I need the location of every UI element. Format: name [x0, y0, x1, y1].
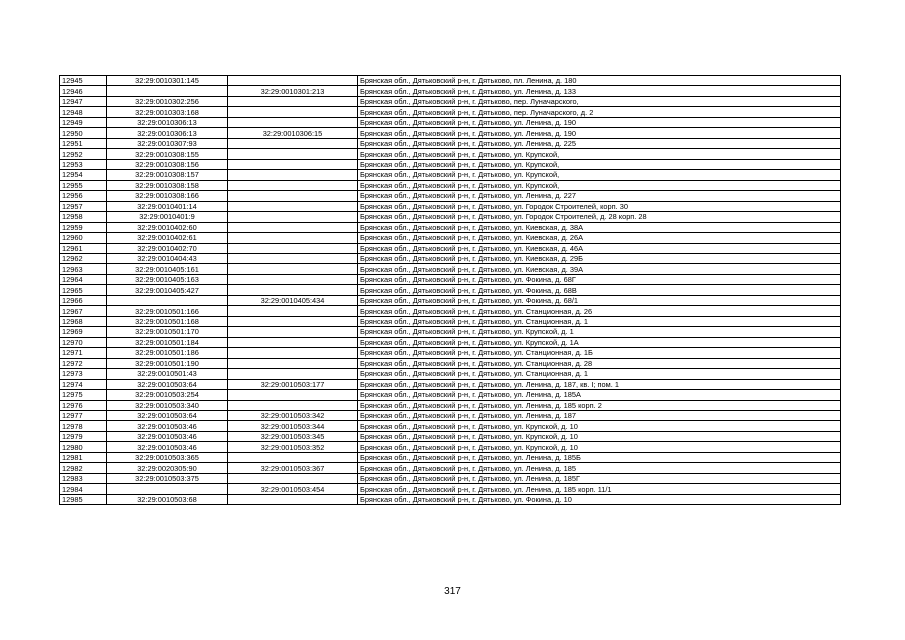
related-cadastral-number-cell — [228, 149, 358, 159]
row-number-cell: 12982 — [60, 463, 107, 473]
table-row — [60, 212, 841, 222]
cadastral-number-cell: 32:29:0010404:43 — [107, 253, 228, 263]
table-row — [60, 233, 841, 243]
table-row — [60, 306, 841, 316]
cadastral-number-cell: 32:29:0010405:427 — [107, 285, 228, 295]
address-cell: Брянская обл., Дятьковский р-н, г. Дятьково, ул. Ленина, д. 225 — [358, 138, 841, 148]
cadastral-number-cell: 32:29:0010503:64 — [107, 411, 228, 421]
cadastral-number-cell: 32:29:0010401:14 — [107, 201, 228, 211]
related-cadastral-number-cell — [228, 107, 358, 117]
cadastral-number-cell: 32:29:0010501:190 — [107, 358, 228, 368]
cadastral-number-cell: 32:29:0010308:157 — [107, 170, 228, 180]
table-row — [60, 379, 841, 389]
related-cadastral-number-cell — [228, 452, 358, 462]
cadastral-number-cell: 32:29:0010308:155 — [107, 149, 228, 159]
related-cadastral-number-cell — [228, 180, 358, 190]
registry-table — [59, 75, 841, 505]
address-cell: Брянская обл., Дятьковский р-н, г. Дятьково, ул. Ленина, д. 227 — [358, 191, 841, 201]
cadastral-number-cell — [107, 86, 228, 96]
row-number-cell: 12976 — [60, 400, 107, 410]
table-row — [60, 180, 841, 190]
cadastral-number-cell: 32:29:0010402:60 — [107, 222, 228, 232]
row-number-cell: 12945 — [60, 76, 107, 86]
address-cell: Брянская обл., Дятьковский р-н, г. Дятьково, ул. Станционная, д. 1 — [358, 369, 841, 379]
related-cadastral-number-cell: 32:29:0010503:345 — [228, 431, 358, 441]
row-number-cell: 12969 — [60, 327, 107, 337]
cadastral-number-cell: 32:29:0010301:145 — [107, 76, 228, 86]
registry-table-body — [60, 76, 841, 505]
row-number-cell: 12951 — [60, 138, 107, 148]
cadastral-number-cell — [107, 484, 228, 494]
address-cell: Брянская обл., Дятьковский р-н, г. Дятьково, ул. Станционная, д. 26 — [358, 306, 841, 316]
table-row — [60, 421, 841, 431]
cadastral-number-cell: 32:29:0010306:13 — [107, 117, 228, 127]
cadastral-number-cell: 32:29:0010401:9 — [107, 212, 228, 222]
row-number-cell: 12975 — [60, 390, 107, 400]
table-row — [60, 149, 841, 159]
row-number-cell: 12984 — [60, 484, 107, 494]
cadastral-number-cell: 32:29:0010503:46 — [107, 442, 228, 452]
table-row — [60, 170, 841, 180]
address-cell: Брянская обл., Дятьковский р-н, г. Дятьково, ул. Крупской, — [358, 149, 841, 159]
related-cadastral-number-cell — [228, 243, 358, 253]
row-number-cell: 12967 — [60, 306, 107, 316]
cadastral-number-cell: 32:29:0010501:166 — [107, 306, 228, 316]
address-cell: Брянская обл., Дятьковский р-н, г. Дятьково, ул. Крупской, д. 10 — [358, 431, 841, 441]
row-number-cell: 12970 — [60, 337, 107, 347]
cadastral-number-cell: 32:29:0010501:184 — [107, 337, 228, 347]
table-row — [60, 96, 841, 106]
row-number-cell: 12958 — [60, 212, 107, 222]
row-number-cell: 12957 — [60, 201, 107, 211]
row-number-cell: 12973 — [60, 369, 107, 379]
related-cadastral-number-cell — [228, 494, 358, 504]
related-cadastral-number-cell — [228, 390, 358, 400]
cadastral-number-cell: 32:29:0010405:161 — [107, 264, 228, 274]
cadastral-number-cell: 32:29:0010306:13 — [107, 128, 228, 138]
cadastral-number-cell: 32:29:0020305:90 — [107, 463, 228, 473]
cadastral-number-cell: 32:29:0010503:340 — [107, 400, 228, 410]
cadastral-number-cell: 32:29:0010402:61 — [107, 233, 228, 243]
related-cadastral-number-cell — [228, 233, 358, 243]
row-number-cell: 12962 — [60, 253, 107, 263]
related-cadastral-number-cell: 32:29:0010503:454 — [228, 484, 358, 494]
related-cadastral-number-cell: 32:29:0010301:213 — [228, 86, 358, 96]
related-cadastral-number-cell — [228, 191, 358, 201]
table-row — [60, 358, 841, 368]
address-cell: Брянская обл., Дятьковский р-н, г. Дятьково, ул. Ленина, д. 187 — [358, 411, 841, 421]
table-row — [60, 243, 841, 253]
table-row — [60, 390, 841, 400]
address-cell: Брянская обл., Дятьковский р-н, г. Дятьково, пер. Луначарского, — [358, 96, 841, 106]
address-cell: Брянская обл., Дятьковский р-н, г. Дятьково, ул. Ленина, д. 185А — [358, 390, 841, 400]
row-number-cell: 12954 — [60, 170, 107, 180]
row-number-cell: 12946 — [60, 86, 107, 96]
table-row — [60, 463, 841, 473]
row-number-cell: 12974 — [60, 379, 107, 389]
row-number-cell: 12983 — [60, 473, 107, 483]
row-number-cell: 12949 — [60, 117, 107, 127]
cadastral-number-cell: 32:29:0010405:163 — [107, 274, 228, 284]
row-number-cell: 12959 — [60, 222, 107, 232]
table-row — [60, 138, 841, 148]
table-row — [60, 400, 841, 410]
table-row — [60, 337, 841, 347]
row-number-cell: 12963 — [60, 264, 107, 274]
related-cadastral-number-cell — [228, 369, 358, 379]
address-cell: Брянская обл., Дятьковский р-н, г. Дятьково, ул. Киевская, д. 38А — [358, 222, 841, 232]
cadastral-number-cell: 32:29:0010503:46 — [107, 431, 228, 441]
related-cadastral-number-cell: 32:29:0010503:367 — [228, 463, 358, 473]
related-cadastral-number-cell — [228, 159, 358, 169]
related-cadastral-number-cell — [228, 348, 358, 358]
row-number-cell: 12972 — [60, 358, 107, 368]
address-cell: Брянская обл., Дятьковский р-н, г. Дятьково, ул. Киевская, д. 46А — [358, 243, 841, 253]
related-cadastral-number-cell — [228, 264, 358, 274]
table-row — [60, 442, 841, 452]
related-cadastral-number-cell — [228, 222, 358, 232]
related-cadastral-number-cell — [228, 316, 358, 326]
row-number-cell: 12948 — [60, 107, 107, 117]
address-cell: Брянская обл., Дятьковский р-н, г. Дятьково, ул. Крупской, — [358, 170, 841, 180]
cadastral-number-cell: 32:29:0010302:256 — [107, 96, 228, 106]
table-row — [60, 473, 841, 483]
table-row — [60, 201, 841, 211]
cadastral-number-cell: 32:29:0010503:375 — [107, 473, 228, 483]
cadastral-number-cell: 32:29:0010503:365 — [107, 452, 228, 462]
cadastral-number-cell: 32:29:0010503:254 — [107, 390, 228, 400]
address-cell: Брянская обл., Дятьковский р-н, г. Дятьково, ул. Ленина, д. 185 корп. 11/1 — [358, 484, 841, 494]
cadastral-number-cell: 32:29:0010503:68 — [107, 494, 228, 504]
related-cadastral-number-cell — [228, 96, 358, 106]
related-cadastral-number-cell — [228, 117, 358, 127]
row-number-cell: 12978 — [60, 421, 107, 431]
cadastral-number-cell: 32:29:0010501:168 — [107, 316, 228, 326]
related-cadastral-number-cell — [228, 76, 358, 86]
related-cadastral-number-cell — [228, 337, 358, 347]
address-cell: Брянская обл., Дятьковский р-н, г. Дятьково, ул. Ленина, д. 185 корп. 2 — [358, 400, 841, 410]
table-row — [60, 264, 841, 274]
related-cadastral-number-cell: 32:29:0010503:344 — [228, 421, 358, 431]
address-cell: Брянская обл., Дятьковский р-н, г. Дятьково, пл. Ленина, д. 180 — [358, 76, 841, 86]
row-number-cell: 12947 — [60, 96, 107, 106]
row-number-cell: 12955 — [60, 180, 107, 190]
related-cadastral-number-cell — [228, 473, 358, 483]
related-cadastral-number-cell: 32:29:0010503:177 — [228, 379, 358, 389]
address-cell: Брянская обл., Дятьковский р-н, г. Дятьково, ул. Станционная, д. 28 — [358, 358, 841, 368]
table-row — [60, 411, 841, 421]
related-cadastral-number-cell: 32:29:0010405:434 — [228, 295, 358, 305]
row-number-cell: 12971 — [60, 348, 107, 358]
address-cell: Брянская обл., Дятьковский р-н, г. Дятьково, ул. Городок Строителей, корп. 30 — [358, 201, 841, 211]
row-number-cell: 12979 — [60, 431, 107, 441]
table-row — [60, 222, 841, 232]
address-cell: Брянская обл., Дятьковский р-н, г. Дятьково, ул. Киевская, д. 29Б — [358, 253, 841, 263]
cadastral-number-cell — [107, 295, 228, 305]
address-cell: Брянская обл., Дятьковский р-н, г. Дятьково, ул. Станционная, д. 1 — [358, 316, 841, 326]
related-cadastral-number-cell — [228, 170, 358, 180]
table-row — [60, 117, 841, 127]
address-cell: Брянская обл., Дятьковский р-н, г. Дятьково, ул. Крупской, д. 10 — [358, 442, 841, 452]
table-row — [60, 159, 841, 169]
row-number-cell: 12953 — [60, 159, 107, 169]
cadastral-number-cell: 32:29:0010308:156 — [107, 159, 228, 169]
related-cadastral-number-cell: 32:29:0010503:342 — [228, 411, 358, 421]
address-cell: Брянская обл., Дятьковский р-н, г. Дятьково, ул. Фокина, д. 10 — [358, 494, 841, 504]
row-number-cell: 12964 — [60, 274, 107, 284]
document-page — [59, 75, 841, 505]
table-row — [60, 316, 841, 326]
address-cell: Брянская обл., Дятьковский р-н, г. Дятьково, ул. Ленина, д. 190 — [358, 128, 841, 138]
row-number-cell: 12985 — [60, 494, 107, 504]
cadastral-number-cell: 32:29:0010402:70 — [107, 243, 228, 253]
address-cell: Брянская обл., Дятьковский р-н, г. Дятьково, ул. Ленина, д. 190 — [358, 117, 841, 127]
address-cell: Брянская обл., Дятьковский р-н, г. Дятьково, ул. Фокина, д. 68/1 — [358, 295, 841, 305]
page-number: 317 — [444, 586, 461, 597]
address-cell: Брянская обл., Дятьковский р-н, г. Дятьково, ул. Киевская, д. 26А — [358, 233, 841, 243]
address-cell: Брянская обл., Дятьковский р-н, г. Дятьково, ул. Ленина, д. 185Г — [358, 473, 841, 483]
table-row — [60, 274, 841, 284]
address-cell: Брянская обл., Дятьковский р-н, г. Дятьково, ул. Крупской, д. 1А — [358, 337, 841, 347]
address-cell: Брянская обл., Дятьковский р-н, г. Дятьково, ул. Фокина, д. 68Г — [358, 274, 841, 284]
related-cadastral-number-cell — [228, 212, 358, 222]
row-number-cell: 12977 — [60, 411, 107, 421]
cadastral-number-cell: 32:29:0010501:43 — [107, 369, 228, 379]
table-row — [60, 285, 841, 295]
address-cell: Брянская обл., Дятьковский р-н, г. Дятьково, ул. Крупской, — [358, 180, 841, 190]
cadastral-number-cell: 32:29:0010308:158 — [107, 180, 228, 190]
table-row — [60, 431, 841, 441]
row-number-cell: 12980 — [60, 442, 107, 452]
related-cadastral-number-cell — [228, 358, 358, 368]
table-row — [60, 128, 841, 138]
address-cell: Брянская обл., Дятьковский р-н, г. Дятьково, ул. Ленина, д. 187, кв. I; пом. 1 — [358, 379, 841, 389]
cadastral-number-cell: 32:29:0010501:186 — [107, 348, 228, 358]
cadastral-number-cell: 32:29:0010307:93 — [107, 138, 228, 148]
row-number-cell: 12968 — [60, 316, 107, 326]
table-row — [60, 494, 841, 504]
table-row — [60, 295, 841, 305]
table-row — [60, 76, 841, 86]
address-cell: Брянская обл., Дятьковский р-н, г. Дятьково, ул. Крупской, д. 10 — [358, 421, 841, 431]
address-cell: Брянская обл., Дятьковский р-н, г. Дятьково, ул. Ленина, д. 185Б — [358, 452, 841, 462]
table-row — [60, 348, 841, 358]
address-cell: Брянская обл., Дятьковский р-н, г. Дятьково, ул. Ленина, д. 133 — [358, 86, 841, 96]
related-cadastral-number-cell — [228, 400, 358, 410]
address-cell: Брянская обл., Дятьковский р-н, г. Дятьково, ул. Станционная, д. 1Б — [358, 348, 841, 358]
cadastral-number-cell: 32:29:0010303:168 — [107, 107, 228, 117]
table-row — [60, 86, 841, 96]
row-number-cell: 12956 — [60, 191, 107, 201]
related-cadastral-number-cell — [228, 306, 358, 316]
address-cell: Брянская обл., Дятьковский р-н, г. Дятьково, ул. Ленина, д. 185 — [358, 463, 841, 473]
address-cell: Брянская обл., Дятьковский р-н, г. Дятьково, ул. Крупской, — [358, 159, 841, 169]
row-number-cell: 12961 — [60, 243, 107, 253]
row-number-cell: 12981 — [60, 452, 107, 462]
row-number-cell: 12965 — [60, 285, 107, 295]
table-row — [60, 327, 841, 337]
address-cell: Брянская обл., Дятьковский р-н, г. Дятьково, ул. Киевская, д. 39А — [358, 264, 841, 274]
table-row — [60, 191, 841, 201]
related-cadastral-number-cell: 32:29:0010503:352 — [228, 442, 358, 452]
row-number-cell: 12950 — [60, 128, 107, 138]
related-cadastral-number-cell — [228, 201, 358, 211]
table-row — [60, 253, 841, 263]
related-cadastral-number-cell — [228, 253, 358, 263]
table-row — [60, 452, 841, 462]
row-number-cell: 12952 — [60, 149, 107, 159]
related-cadastral-number-cell — [228, 327, 358, 337]
related-cadastral-number-cell: 32:29:0010306:15 — [228, 128, 358, 138]
related-cadastral-number-cell — [228, 138, 358, 148]
cadastral-number-cell: 32:29:0010503:46 — [107, 421, 228, 431]
cadastral-number-cell: 32:29:0010308:166 — [107, 191, 228, 201]
related-cadastral-number-cell — [228, 285, 358, 295]
table-row — [60, 369, 841, 379]
table-row — [60, 484, 841, 494]
table-row — [60, 107, 841, 117]
row-number-cell: 12960 — [60, 233, 107, 243]
cadastral-number-cell: 32:29:0010503:64 — [107, 379, 228, 389]
address-cell: Брянская обл., Дятьковский р-н, г. Дятьково, пер. Луначарского, д. 2 — [358, 107, 841, 117]
address-cell: Брянская обл., Дятьковский р-н, г. Дятьково, ул. Крупской, д. 1 — [358, 327, 841, 337]
related-cadastral-number-cell — [228, 274, 358, 284]
address-cell: Брянская обл., Дятьковский р-н, г. Дятьково, ул. Фокина, д. 68В — [358, 285, 841, 295]
cadastral-number-cell: 32:29:0010501:170 — [107, 327, 228, 337]
row-number-cell: 12966 — [60, 295, 107, 305]
address-cell: Брянская обл., Дятьковский р-н, г. Дятьково, ул. Городок Строителей, д. 28 корп. 28 — [358, 212, 841, 222]
